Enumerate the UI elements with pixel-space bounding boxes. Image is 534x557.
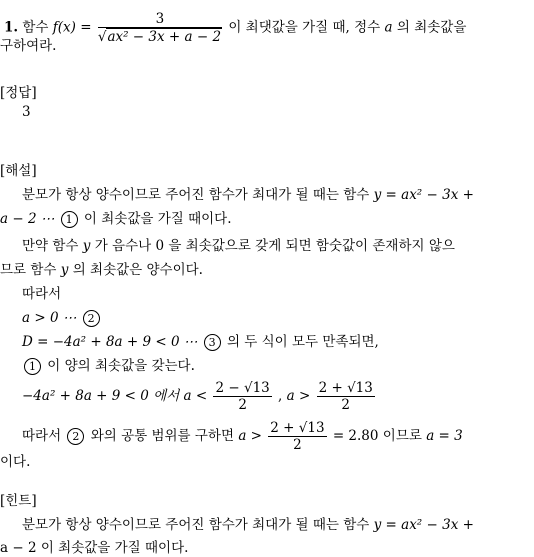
explanation-p3-y: y <box>60 262 69 278</box>
condition-2-text: 의 두 식이 모두 만족되면, <box>226 334 379 350</box>
circled-number-1b: 1 <box>24 358 41 375</box>
fraction-lower-root-denominator: 2 <box>238 397 247 413</box>
condition-1-expression: a > 0 ⋯ <box>22 310 77 326</box>
explanation-condition-1 <box>22 310 102 327</box>
problem-text-pre: 함수 <box>22 19 49 36</box>
fraction-common-range-numerator: 2 + √13 <box>270 420 325 436</box>
explanation-p3-text-a: 므로 함수 <box>0 262 57 278</box>
problem-function: f(x) = <box>52 19 92 36</box>
hint-expression: y = ax² − 3x + <box>373 517 474 533</box>
circled-number-3: 3 <box>204 334 221 351</box>
circled-number-1: 1 <box>61 211 78 228</box>
condition-2-expression: D = −4a² + 8a + 9 < 0 ⋯ <box>22 334 198 350</box>
problem-text-post: 이 최댓값을 가질 때, 정수 <box>228 19 381 36</box>
explanation-p6-text-a: 따라서 <box>22 428 62 444</box>
problem-radicand: ax² − 3x + a − 2 <box>107 29 222 45</box>
explanation-line-5: 따라서 <box>22 286 62 302</box>
circled-number-2b: 2 <box>67 428 84 445</box>
explanation-p5-text: 이 양의 최솟값을 갖는다. <box>47 358 195 374</box>
explanation-p6-a-greater: a > <box>238 428 262 444</box>
problem-fraction-numerator: 3 <box>98 11 222 28</box>
explanation-p1-expression: y = ax² − 3x + <box>373 187 474 203</box>
explanation-condition-2 <box>22 334 379 351</box>
explanation-p1-expression-cont: a − 2 ⋯ <box>0 211 55 227</box>
hint-line-1 <box>22 517 474 533</box>
explanation-p1-text: 분모가 항상 양수이므로 주어진 함수가 최대가 될 때는 함수 <box>22 187 370 203</box>
circled-number-2: 2 <box>83 310 100 327</box>
fraction-upper-root-numerator: 2 + √13 <box>318 380 373 396</box>
inequality-a-less: a < <box>183 388 208 404</box>
explanation-p6-text-c: = 2.80 이므로 <box>332 428 422 444</box>
explanation-p3-text-b: 의 최솟값은 양수이다. <box>72 262 203 278</box>
fraction-lower-root-numerator: 2 − √13 <box>215 380 270 396</box>
explanation-result: a = 3 <box>426 428 463 444</box>
inequality-a-greater: a > <box>286 388 311 404</box>
problem-fraction-denominator: √ax² − 3x + a − 2 <box>97 29 222 45</box>
inequality-prefix: −4a² + 8a + 9 < 0 에서 <box>22 388 180 404</box>
problem-line-1 <box>4 11 466 45</box>
problem-line-2: 구하여라. <box>0 38 57 54</box>
problem-fraction <box>98 11 222 45</box>
explanation-line-8: 이다. <box>0 454 31 470</box>
fraction-upper-root-denominator: 2 <box>341 397 351 413</box>
explanation-p2-y: y <box>82 238 91 254</box>
explanation-line-4 <box>0 262 203 278</box>
fraction-common-range-denominator: 2 <box>293 437 302 453</box>
explanation-p1-end: 이 최솟값을 가질 때이다. <box>83 211 232 227</box>
answer-value: 3 <box>22 104 31 120</box>
explanation-inequality <box>22 380 377 413</box>
fraction-lower-root <box>213 380 271 413</box>
explanation-p2-text-b: 가 음수나 0 을 최솟값으로 갖게 되면 함숫값이 존재하지 않으 <box>94 238 455 254</box>
problem-text-end: 의 최솟값을 <box>396 19 467 36</box>
inequality-separator: , <box>278 388 283 404</box>
fraction-upper-root <box>317 380 375 413</box>
fraction-common-range <box>268 420 326 453</box>
explanation-p2-text-a: 만약 함수 <box>22 238 79 254</box>
explanation-p6-text-b: 와의 공통 범위를 구하면 <box>90 428 235 444</box>
problem-var-a: a <box>384 19 393 36</box>
explanation-line-1 <box>22 187 474 203</box>
explanation-line-7 <box>22 420 463 453</box>
answer-header: [정답] <box>0 85 37 101</box>
problem-number: 1. <box>4 19 19 36</box>
explanation-line-2 <box>0 211 232 228</box>
explanation-line-6 <box>22 358 195 375</box>
hint-text: 분모가 항상 양수이므로 주어진 함수가 최대가 될 때는 함수 <box>22 517 370 533</box>
hint-line-2: a − 2 이 최솟값을 가질 때이다. <box>0 540 189 556</box>
hint-header: [힌트] <box>0 493 37 509</box>
explanation-line-3 <box>22 238 455 254</box>
explanation-header: [해설] <box>0 163 37 179</box>
